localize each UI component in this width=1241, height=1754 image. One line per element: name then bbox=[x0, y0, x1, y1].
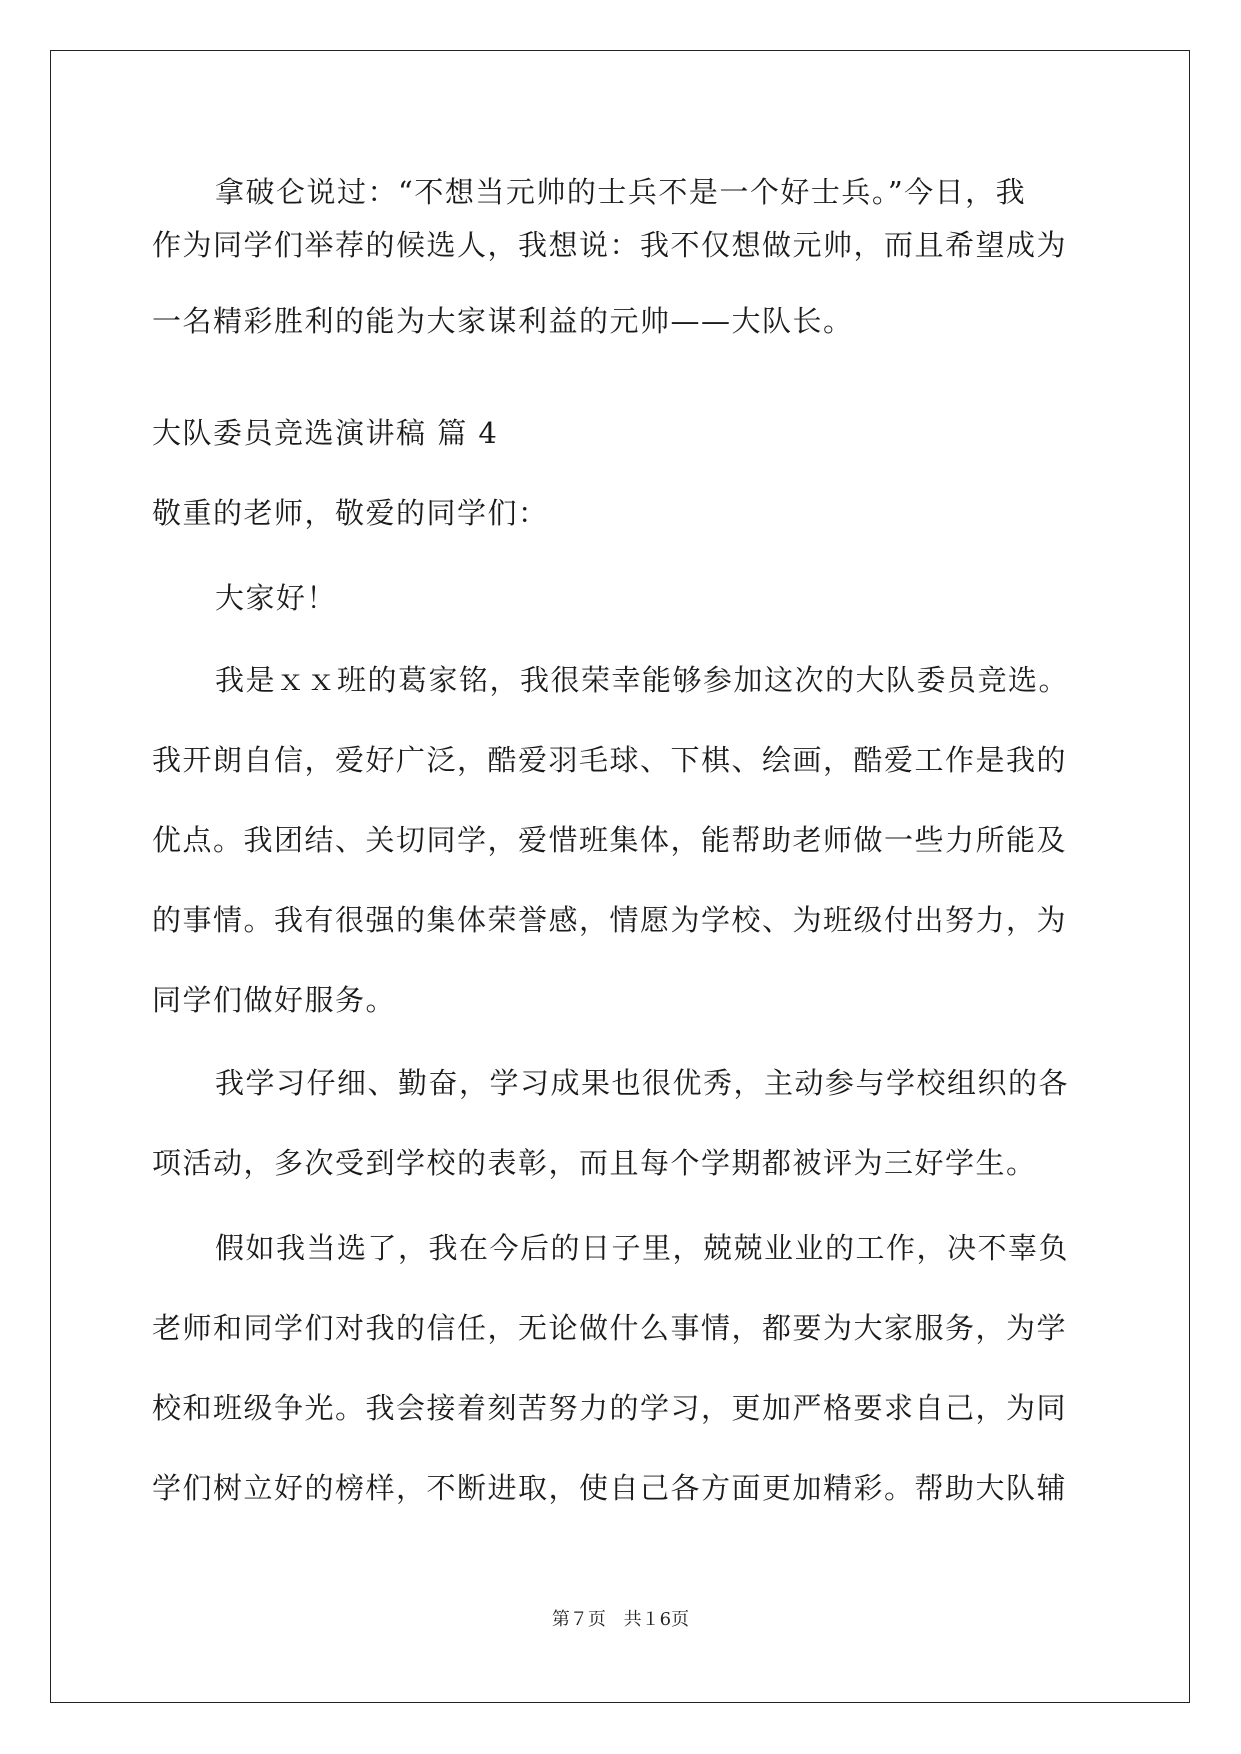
salutation: 敬重的老师，敬爱的同学们： bbox=[152, 496, 549, 530]
paragraph-line: 我开朗自信，爱好广泛，酷爱羽毛球、下棋、绘画，酷爱工作是我的 bbox=[152, 743, 1068, 777]
paragraph-line: 优点。我团结、关切同学，爱惜班集体，能帮助老师做一些力所能及 bbox=[152, 823, 1068, 857]
paragraph-line: 拿破仑说过：“不想当元帅的士兵不是一个好士兵。”今日，我 bbox=[215, 175, 1027, 209]
paragraph-line: 学们树立好的榜样，不断进取，使自己各方面更加精彩。帮助大队辅 bbox=[152, 1471, 1068, 1505]
paragraph-line: 作为同学们举荐的候选人，我想说：我不仅想做元帅，而且希望成为 bbox=[152, 228, 1068, 262]
paragraph-line: 同学们做好服务。 bbox=[152, 983, 397, 1017]
page-border bbox=[50, 50, 1190, 1703]
paragraph-line: 老师和同学们对我的信任，无论做什么事情，都要为大家服务，为学 bbox=[152, 1311, 1068, 1345]
page-total: 共１6页 bbox=[623, 1609, 690, 1630]
paragraph-line: 校和班级争光。我会接着刻苦努力的学习，更加严格要求自己，为同 bbox=[152, 1391, 1068, 1425]
paragraph-line: 我是ｘｘ班的葛家铭，我很荣幸能够参加这次的大队委员竞选。 bbox=[215, 663, 1070, 697]
paragraph-line: 假如我当选了，我在今后的日子里，兢兢业业的工作，决不辜负 bbox=[215, 1231, 1070, 1265]
paragraph-line: 项活动，多次受到学校的表彰，而且每个学期都被评为三好学生。 bbox=[152, 1146, 1037, 1180]
section-heading: 大队委员竞选演讲稿 篇 4 bbox=[152, 416, 499, 450]
paragraph-line: 一名精彩胜利的能为大家谋利益的元帅——大队长。 bbox=[152, 304, 854, 338]
paragraph-line: 的事情。我有很强的集体荣誉感，情愿为学校、为班级付出努力，为 bbox=[152, 903, 1068, 937]
page-number: 第７页 bbox=[551, 1609, 606, 1630]
greeting: 大家好！ bbox=[215, 581, 338, 615]
page-footer bbox=[0, 1608, 1241, 1632]
paragraph-line: 我学习仔细、勤奋，学习成果也很优秀，主动参与学校组织的各 bbox=[215, 1066, 1070, 1100]
